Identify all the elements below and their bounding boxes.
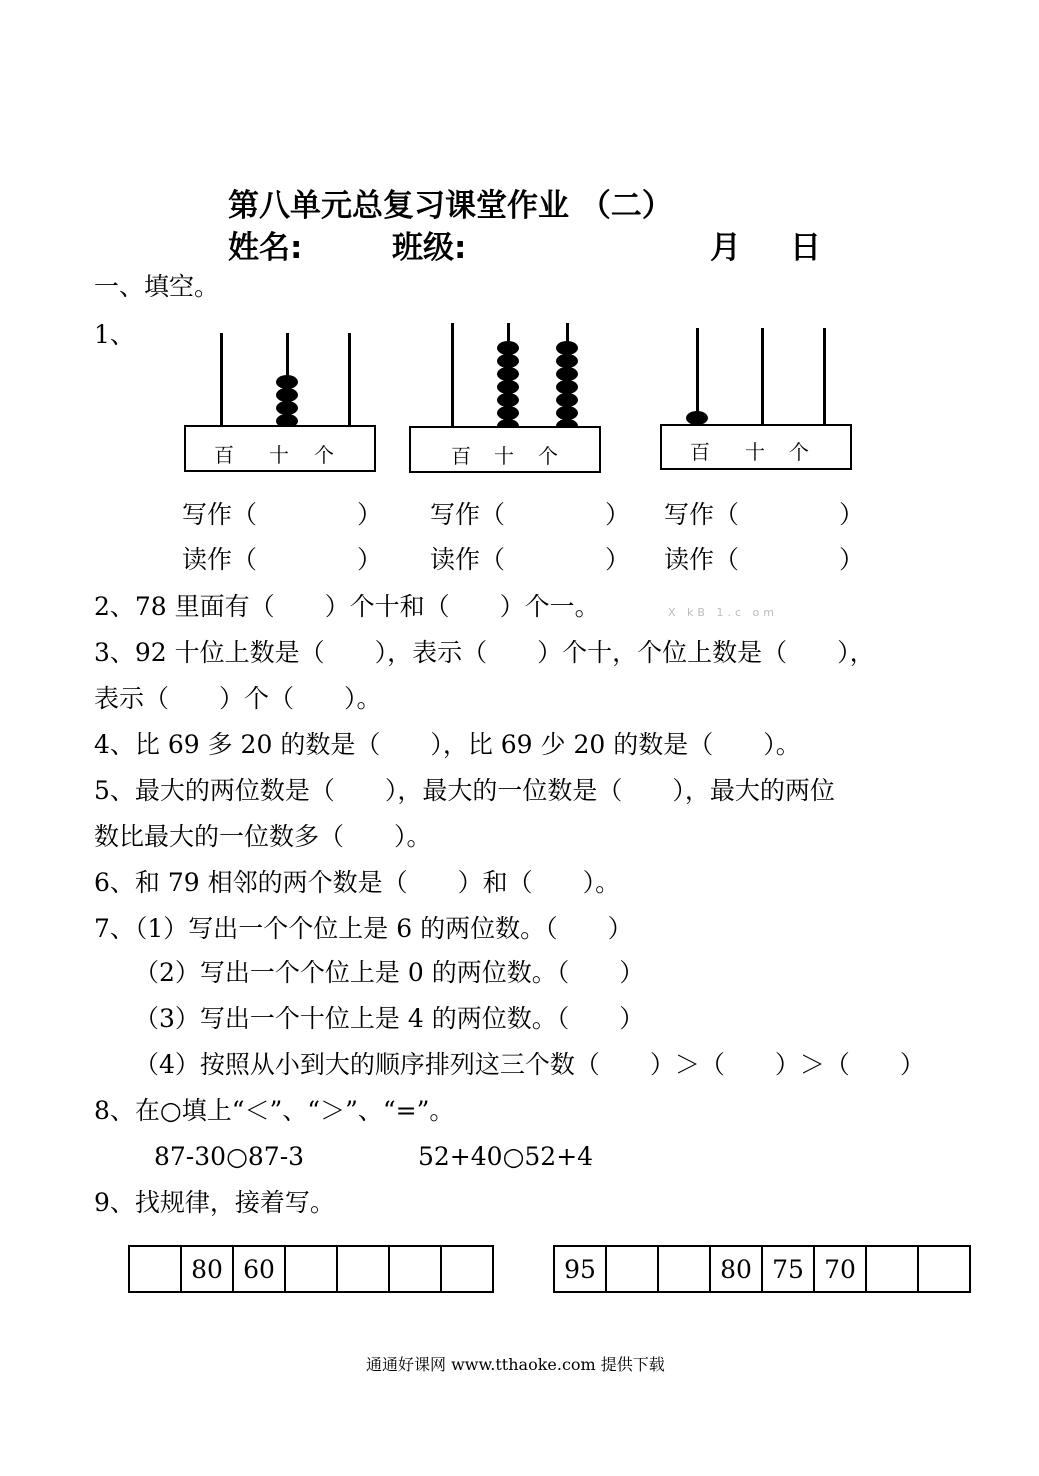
question-8-expression-a: 87-30○87-3 (154, 1142, 305, 1171)
question-6: 6、和 79 相邻的两个数是（ ）和（ ）。 (94, 868, 621, 897)
abacus-bead (497, 341, 519, 355)
question-4: 4、比 69 多 20 的数是（ ），比 69 少 20 的数是（ ）。 (94, 730, 801, 759)
abacus-rod (761, 328, 764, 424)
abacus-bead (556, 354, 578, 368)
abacus-bead (497, 406, 519, 420)
sequence-cell: 80 (710, 1246, 762, 1292)
question-7-3: （3）写出一个十位上是 4 的两位数。（ ） (134, 1004, 645, 1033)
abacus-bead (276, 375, 298, 389)
abacus-bead (497, 354, 519, 368)
abacus-bead (686, 411, 708, 425)
question-7-2: （2）写出一个个位上是 0 的两位数。（ ） (134, 958, 645, 987)
month-label: 月 (710, 230, 741, 266)
abacus-bead (497, 367, 519, 381)
abacus-rod (348, 333, 351, 428)
sequence-cell (389, 1246, 441, 1292)
write-blank-2: 写作（ ） (430, 500, 631, 529)
place-label-ones: 个 (789, 440, 809, 464)
question-3-line-2: 表示（ ）个（ ）。 (94, 684, 382, 713)
abacus-bead (497, 380, 519, 394)
section-heading: 一、填空。 (94, 272, 220, 301)
sequence-cell (129, 1246, 181, 1292)
place-label-hundreds: 百 (214, 443, 234, 467)
abacus-rod (451, 323, 454, 427)
sequence-cell (918, 1246, 970, 1292)
abacus-rod (696, 328, 699, 424)
sequence-cell (658, 1246, 710, 1292)
sequence-cell: 80 (181, 1246, 233, 1292)
question-3-line-1: 3、92 十位上数是（ ），表示（ ）个十，个位上数是（ ）， (94, 638, 875, 667)
abacus-frame (660, 424, 852, 470)
abacus-1 (184, 333, 376, 473)
class-label: 班级: (392, 230, 467, 266)
question-9: 9、找规律，接着写。 (94, 1188, 335, 1217)
day-label: 日 (790, 230, 821, 266)
sequence-cell: 95 (554, 1246, 606, 1292)
question-5-line-2: 数比最大的一位数多（ ）。 (94, 822, 432, 851)
abacus-frame (409, 426, 601, 473)
sequence-cell (285, 1246, 337, 1292)
question-1-number: 1、 (94, 320, 135, 349)
question-8-expression-b: 52+40○52+4 (418, 1142, 594, 1171)
sequence-table-left (128, 1245, 494, 1293)
sequence-cell (441, 1246, 493, 1292)
question-2: 2、78 里面有（ ）个十和（ ）个一。 (94, 592, 600, 621)
name-label: 姓名: (228, 230, 303, 266)
sequence-cell (606, 1246, 658, 1292)
sequence-cell (866, 1246, 918, 1292)
abacus-3 (660, 328, 852, 471)
abacus-bead (276, 388, 298, 402)
read-blank-2: 读作（ ） (430, 545, 631, 574)
place-label-ones: 个 (314, 443, 334, 467)
footer-text: 通通好课网 www.tthaoke.com 提供下载 (366, 1355, 665, 1374)
write-blank-1: 写作（ ） (182, 500, 383, 529)
abacus-bead (556, 380, 578, 394)
question-5-line-1: 5、最大的两位数是（ ），最大的一位数是（ ），最大的两位 (94, 776, 835, 805)
abacus-bead (556, 393, 578, 407)
abacus-bead (556, 367, 578, 381)
question-8: 8、在○填上“＜”、“＞”、“=”。 (94, 1096, 455, 1125)
abacus-2 (409, 323, 601, 473)
watermark: X kB 1.c om (668, 606, 778, 619)
abacus-frame (184, 425, 376, 472)
abacus-bead (556, 406, 578, 420)
abacus-bead (276, 401, 298, 415)
read-blank-1: 读作（ ） (182, 545, 383, 574)
abacus-rod (220, 333, 223, 428)
place-label-hundreds: 百 (690, 440, 710, 464)
sequence-table-right (553, 1245, 971, 1293)
worksheet-title: 第八单元总复习课堂作业 （二） (228, 188, 673, 224)
sequence-cell: 70 (814, 1246, 866, 1292)
abacus-bead (497, 393, 519, 407)
question-7-1: 7、（1）写出一个个位上是 6 的两位数。（ ） (94, 914, 633, 943)
place-label-ones: 个 (538, 444, 558, 468)
read-blank-3: 读作（ ） (664, 545, 865, 574)
abacus-bead (556, 341, 578, 355)
question-7-4: （4）按照从小到大的顺序排列这三个数（ ）＞（ ）＞（ ） (134, 1050, 925, 1079)
sequence-cell (337, 1246, 389, 1292)
abacus-rod (823, 328, 826, 424)
place-label-tens: 十 (269, 443, 289, 467)
place-label-tens: 十 (745, 440, 765, 464)
place-label-tens: 十 (494, 444, 514, 468)
sequence-cell: 60 (233, 1246, 285, 1292)
write-blank-3: 写作（ ） (664, 500, 865, 529)
place-label-hundreds: 百 (451, 444, 471, 468)
sequence-cell: 75 (762, 1246, 814, 1292)
